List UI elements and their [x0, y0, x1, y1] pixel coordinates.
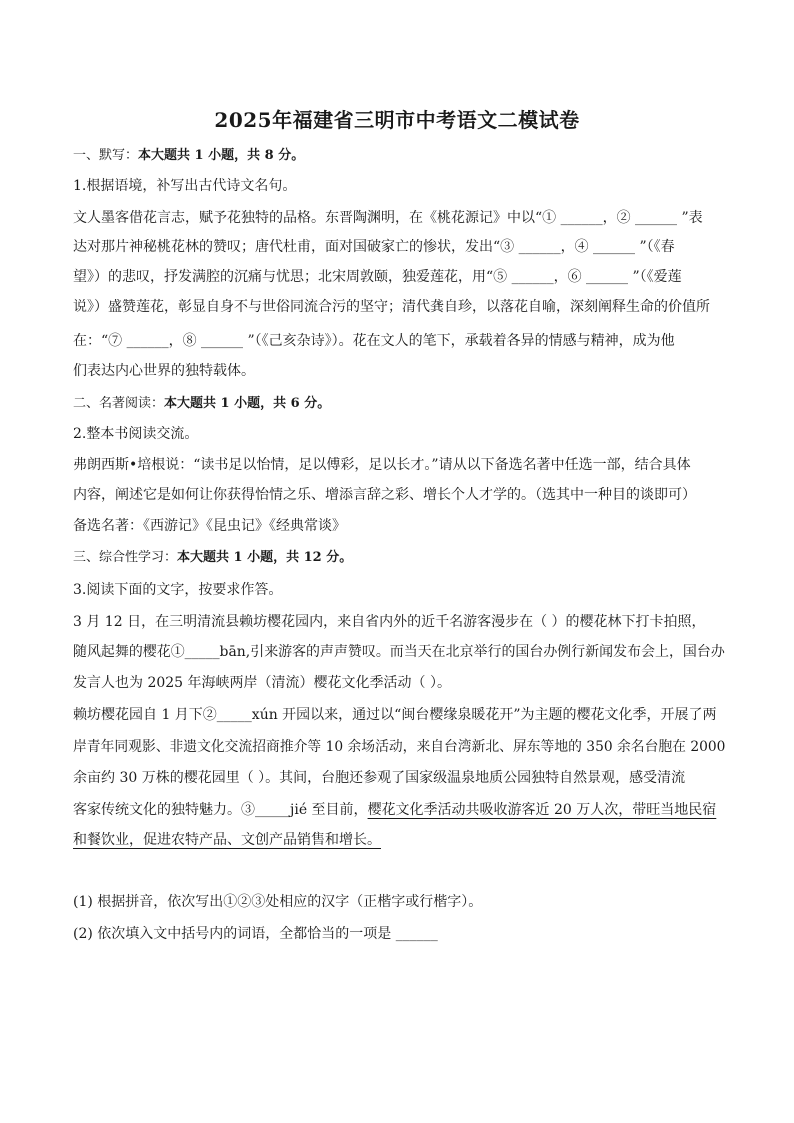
question-3-text-line: 赖坊樱花园自 1 月下②_____xún 开园以来，通过以“闽台樱缘泉暖花开”为主题的樱花文化季，开展了两 — [73, 707, 717, 723]
question-3-sub-1: (1) 根据拼音，依次写出①②③处相应的汉字（正楷字或行楷字）。 — [73, 894, 483, 910]
question-2-prompt: 2.整本书阅读交流。 — [73, 426, 199, 442]
question-1-text-line: 说》）盛赞莲花，彰显自身不与世俗同流合污的坚守；清代龚自珍，以落花自喻，深刻阐释生命的价值所 — [73, 299, 710, 315]
section-1-prefix: 一、默写： — [73, 148, 139, 163]
page-title: 2025年福建省三明市中考语文二模试卷 — [214, 108, 580, 132]
question-1-prompt: 1.根据语境，补写出古代诗文名句。 — [73, 178, 297, 194]
section-2-heading — [73, 394, 725, 414]
question-3-text-line: 随风起舞的樱花①_____bān,引来游客的声声赞叹。而当天在北京举行的国台办例行新闻发布会上，国台办 — [73, 644, 725, 660]
question-3-sub-2: (2) 依次填入文中括号内的词语，全都恰当的一项是 ______ — [73, 926, 438, 942]
section-2-info: 本大题共 1 小题，共 6 分。 — [164, 396, 331, 411]
question-1-text-line: 们表达内心世界的独特载体。 — [73, 363, 255, 379]
section-1-info: 本大题共 1 小题，共 8 分。 — [138, 148, 305, 163]
question-2-text-line: 内容，阐述它是如何让你获得怡情之乐、增添言辞之彩、增长个人才学的。（选其中一种目的谈即可） — [73, 487, 696, 503]
question-3-text-segment: 客家传统文化的独特魅力。③_____jié 至目前， — [73, 802, 368, 818]
question-3-text-line: 3 月 12 日，在三明清流县赖坊樱花园内，来自省内外的近千名游客漫步在（ ）的樱花林下打卡拍照， — [73, 614, 706, 630]
question-3-text-line — [73, 830, 725, 850]
question-2-options: 备选名著：《西游记》《昆虫记》《经典常谈》 — [73, 518, 346, 534]
question-1-text-line: 望》）的悲叹，抒发满腔的沉痛与忧思；北宋周敦颐，独爱莲花，用“⑤ ______，⑥ ______ ”（《爱莲 — [73, 269, 682, 285]
question-3-text-line: 岸青年同观影、非遗文化交流招商推介等 10 余场活动，来自台湾新北、屏东等地的 350 余名台胞在 2000 — [73, 739, 726, 755]
question-3-text-line — [73, 800, 725, 820]
question-1-text-line: 达对那片神秘桃花林的赞叹；唐代杜甫，面对国破家亡的惨状，发出“③ ______，④ ______ ”（《春 — [73, 239, 675, 255]
question-3-text-line: 余亩约 30 万株的樱花园里（ ）。其间，台胞还参观了国家级温泉地质公园独特自然景观，感受清流 — [73, 770, 686, 786]
question-3-text-line: 发言人也为 2025 年海峡两岸（清流）樱花文化季活动（ ）。 — [73, 675, 451, 691]
section-3-info: 本大题共 1 小题，共 12 分。 — [177, 550, 353, 565]
underlined-sentence: 和餐饮业，促进农特产品、文创产品销售和增长。 — [73, 832, 381, 848]
section-3-prefix: 三、综合性学习： — [73, 550, 178, 565]
underlined-sentence: 樱花文化季活动共吸收游客近 20 万人次，带旺当地民宿 — [367, 802, 717, 818]
section-3-heading — [73, 548, 725, 568]
question-1-text-line: 在：“⑦ ______，⑧ ______ ”（《己亥杂诗》）。花在文人的笔下，承载着各异的情感与精神，成为他 — [73, 333, 675, 349]
question-1-text-line: 文人墨客借花言志，赋予花独特的品格。东晋陶渊明，在《桃花源记》中以“① ______，② ______ ”表 — [73, 210, 703, 226]
question-3-prompt: 3.阅读下面的文字，按要求作答。 — [73, 582, 283, 598]
question-2-text-line: 弗朗西斯•培根说：“读书足以怡情，足以傅彩，足以长才。”请从以下备选名著中任选一部，结合具体 — [73, 457, 691, 473]
section-2-prefix: 二、名著阅读： — [73, 396, 165, 411]
section-1-heading — [73, 146, 725, 166]
